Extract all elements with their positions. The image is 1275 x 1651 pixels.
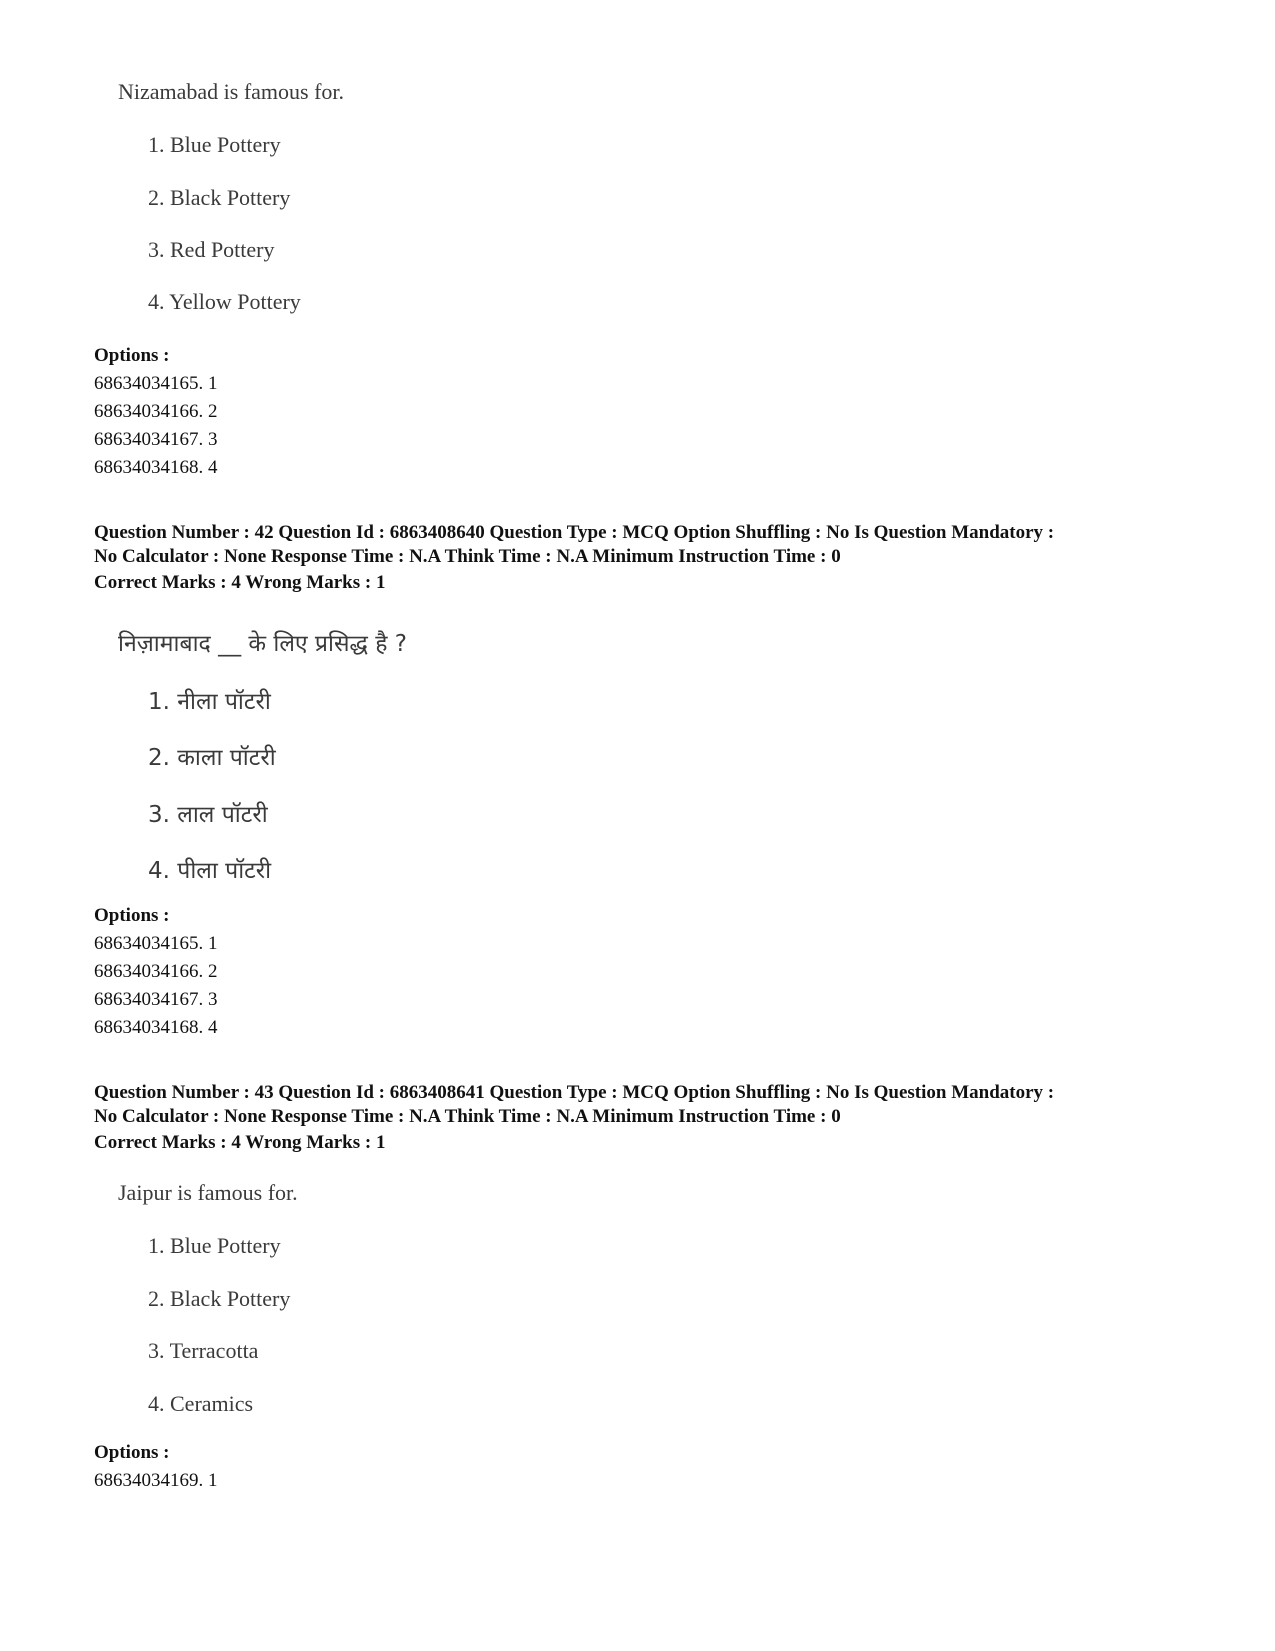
choice-item: 3. Red Pottery — [148, 237, 275, 262]
question-meta-line: Question Number : 42 Question Id : 6863408640 Question Type : MCQ Option Shuffling : No Is Question Mandatory : — [94, 522, 1055, 543]
choice-item: 2. Black Pottery — [148, 185, 291, 210]
option-line: 68634034166. 2 — [94, 961, 218, 982]
option-line: 68634034165. 1 — [94, 373, 218, 394]
option-line: 68634034168. 4 — [94, 1017, 218, 1038]
question-text: Jaipur is famous for. — [118, 1180, 298, 1205]
options-heading: Options : — [94, 345, 170, 366]
option-line: 68634034167. 3 — [94, 429, 218, 450]
choice-item: 3. Terracotta — [148, 1338, 259, 1363]
question-text: निज़ामाबाद __ के लिए प्रसिद्ध है ? — [118, 631, 407, 657]
options-heading: Options : — [94, 905, 170, 926]
choice-item: 1. Blue Pottery — [148, 132, 281, 157]
options-heading: Options : — [94, 1442, 170, 1463]
question-meta-line: No Calculator : None Response Time : N.A Think Time : N.A Minimum Instruction Time : 0 — [94, 1106, 841, 1127]
option-line: 68634034166. 2 — [94, 401, 218, 422]
question-text: Nizamabad is famous for. — [118, 79, 345, 104]
question-meta-line: No Calculator : None Response Time : N.A Think Time : N.A Minimum Instruction Time : 0 — [94, 546, 841, 567]
question-meta-line: Question Number : 43 Question Id : 6863408641 Question Type : MCQ Option Shuffling : No Is Question Mandatory : — [94, 1082, 1055, 1103]
choice-item: 4. Ceramics — [148, 1391, 254, 1416]
option-line: 68634034169. 1 — [94, 1470, 218, 1491]
option-line: 68634034165. 1 — [94, 933, 218, 954]
choice-item: 2. Black Pottery — [148, 1286, 291, 1311]
choice-item: 4. Yellow Pottery — [148, 289, 301, 314]
choice-item: 4. पीला पॉटरी — [148, 858, 272, 884]
marks-line: Correct Marks : 4 Wrong Marks : 1 — [94, 572, 386, 593]
choice-item: 3. लाल पॉटरी — [148, 802, 268, 828]
option-line: 68634034167. 3 — [94, 989, 218, 1010]
choice-item: 1. Blue Pottery — [148, 1233, 281, 1258]
option-line: 68634034168. 4 — [94, 457, 218, 478]
marks-line: Correct Marks : 4 Wrong Marks : 1 — [94, 1132, 386, 1153]
choice-item: 2. काला पॉटरी — [148, 745, 276, 771]
question-meta — [94, 1081, 1204, 1129]
choice-item: 1. नीला पॉटरी — [148, 689, 271, 715]
question-meta — [94, 521, 1204, 569]
